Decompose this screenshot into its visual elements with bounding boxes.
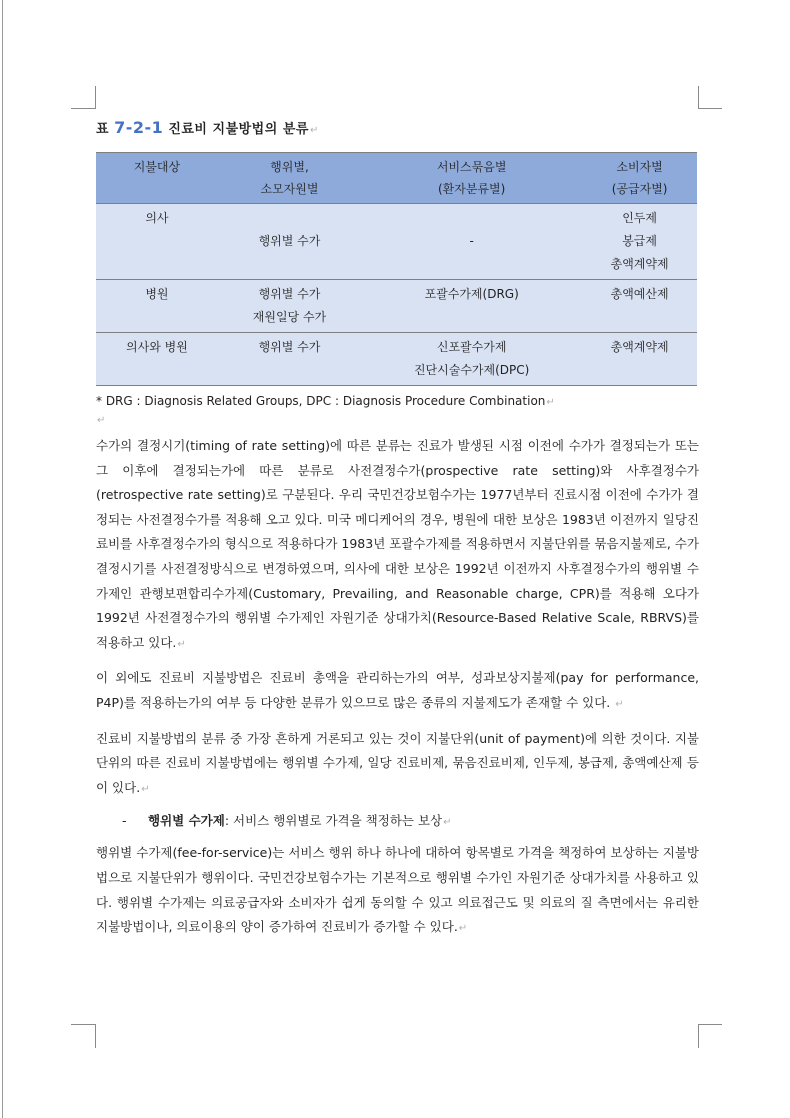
cell-line: 재원일당 수가 — [252, 310, 327, 324]
paragraph-timing: 수가의 결정시기(timing of rate setting)에 따른 분류는 진료가 발생된 시점 이전에 수가가 결정되는가 또는 그 이후에 결정되는가에 따른 분류로 사전결정수가(prospective rate setting)와 사후결정수가(retrospective rate setting)로 구분된다. 우리 국민건강보험수가는 1977년부터 진료시점 이전에 수가가 결정되는 사전결정수가를 적용해 오고 있다. 미국 메디케어의 경우, 병원에 대한 보상은 1983년 이전까지 일당진료비를 사후결정수가의 형식으로 적용하다가 1983년 포괄수가제를 적용하면서 지불단위를 묶음지불제로, 수가결정시기를 사전결정방식으로 변경하였으며, 의사에 대한 보상은 1992년 이전까지 사후결정수가의 행위별 수가제인 관행보편합리수가제(Customary, Prevailing, and Reasonable charge, CPR)를 적용해 오다가 1992년 사전결정수가의 행위별 수가제인 자원기준 상대가치(Resource-Based Relative Scale, RBRVS)를 적용하고 있다.↵ — [96, 438, 699, 650]
cell-line: 행위별 수가 — [258, 234, 321, 248]
cell-line: 봉급제 — [622, 234, 657, 248]
header-line: 행위별, — [270, 160, 309, 174]
table-header-cell — [582, 153, 697, 204]
table-cell — [582, 333, 697, 386]
cell-line — [220, 207, 359, 230]
cell-line: 진단시술수가제(DPC) — [413, 363, 530, 377]
caption-number: 7-2-1 — [114, 118, 164, 137]
payment-method-table — [96, 152, 697, 386]
table-cell — [96, 204, 218, 280]
table-note-text: * DRG : Diagnosis Related Groups, DPC : Diagnosis Procedure Combination — [96, 394, 546, 408]
document-body — [96, 112, 699, 951]
caption-title: 진료비 지불방법의 분류 — [168, 122, 309, 137]
cell-line: 총액예산제 — [610, 287, 669, 301]
table-cell — [96, 280, 218, 333]
table-row — [96, 333, 697, 386]
cell-line: 의사 — [145, 211, 169, 225]
table-header-cell — [361, 153, 582, 204]
header-line: 서비스묶음별 — [436, 160, 507, 174]
crop-mark-top-right-v — [698, 86, 699, 109]
cell-line: 총액계약제 — [610, 340, 669, 354]
table-header-row — [96, 153, 697, 204]
bullet-dash: - — [122, 813, 127, 829]
cell-line: 행위별 수가 — [258, 340, 321, 354]
cell-line: 포괄수가제(DRG) — [424, 287, 519, 301]
table-cell — [361, 204, 582, 280]
table-cell — [582, 280, 697, 333]
table-cell — [361, 333, 582, 386]
cell-line: 행위별 수가 — [258, 287, 321, 301]
crop-mark-top-left-v — [95, 86, 96, 109]
cell-line: 신포괄수가제 — [436, 340, 507, 354]
bullet-text: : 서비스 행위별로 가격을 책정하는 보상 — [224, 813, 443, 829]
cell-line: 총액계약제 — [610, 257, 669, 271]
table-note: * DRG : Diagnosis Related Groups, DPC : Diagnosis Procedure Combination↵ — [96, 394, 555, 408]
table-cell — [582, 204, 697, 280]
table-header-cell — [218, 153, 361, 204]
cell-line — [363, 207, 580, 230]
crop-mark-bottom-left-h — [71, 1024, 95, 1025]
paragraph-unit: 진료비 지불방법의 분류 중 가장 흔하게 거론되고 있는 것이 지불단위(unit of payment)에 의한 것이다. 지불단위의 따른 진료비 지불방법에는 행위별 수가제, 일당 진료비제, 묶음진료비제, 인두제, 봉급제, 총액예산제 등이 있다.↵ — [96, 730, 699, 795]
table-header-cell — [96, 153, 218, 204]
bullet-item: - 행위별 수가제: 서비스 행위별로 가격을 책정하는 보상↵ — [122, 813, 452, 829]
table-cell — [218, 204, 361, 280]
table-cell — [361, 280, 582, 333]
table-row — [96, 280, 697, 333]
cell-line: - — [469, 234, 474, 248]
crop-mark-top-left-h — [71, 108, 95, 109]
table-cell — [218, 333, 361, 386]
paragraph-fee-for-service: 행위별 수가제(fee-for-service)는 서비스 행위 하나 하나에 대하여 항목별로 가격을 책정하여 보상하는 지불방법으로 지불단위가 행위이다. 국민건강보험수가는 기본적으로 행위별 수가인 자원기준 상대가치를 사용하고 있다. 행위별 수가제는 의료공급자와 소비자가 쉽게 동의할 수 있고 의료접근도 및 의료의 질 측면에서는 유리한 지불방법이나, 의료이용의 양이 증가하여 진료비가 증가할 수 있다.↵ — [96, 845, 699, 935]
crop-mark-bottom-right-v — [698, 1024, 699, 1048]
header-line: 소모자원별 — [260, 182, 319, 196]
table-cell — [96, 333, 218, 386]
table-row — [96, 204, 697, 280]
paragraph-other: 이 외에도 진료비 지불방법은 진료비 총액을 관리하는가의 여부, 성과보상지불제(pay for performance, P4P)를 적용하는가의 여부 등 다양한 분류가 있으므로 많은 종류의 지불제도가 존재할 수 있다. ↵ — [96, 670, 699, 710]
cell-line: 인두제 — [622, 211, 657, 225]
crop-mark-bottom-right-h — [698, 1024, 722, 1025]
table-caption: 표 7-2-1 진료비 지불방법의 분류↵ — [96, 118, 319, 137]
table-cell — [218, 280, 361, 333]
cell-line: 의사와 병원 — [126, 340, 188, 354]
cell-line: 병원 — [145, 287, 169, 301]
bullet-term: 행위별 수가제 — [148, 813, 225, 829]
header-line: 소비자별 — [616, 160, 663, 174]
header-line: 지불대상 — [133, 160, 181, 174]
header-line: (공급자별) — [611, 182, 668, 196]
page-edge — [2, 0, 3, 1118]
header-line: (환자분류별) — [438, 182, 506, 196]
caption-prefix: 표 — [96, 122, 110, 137]
empty-paragraph: ↵ — [97, 415, 106, 426]
crop-mark-top-right-h — [698, 108, 722, 109]
table-body — [96, 204, 697, 386]
crop-mark-bottom-left-v — [95, 1024, 96, 1048]
